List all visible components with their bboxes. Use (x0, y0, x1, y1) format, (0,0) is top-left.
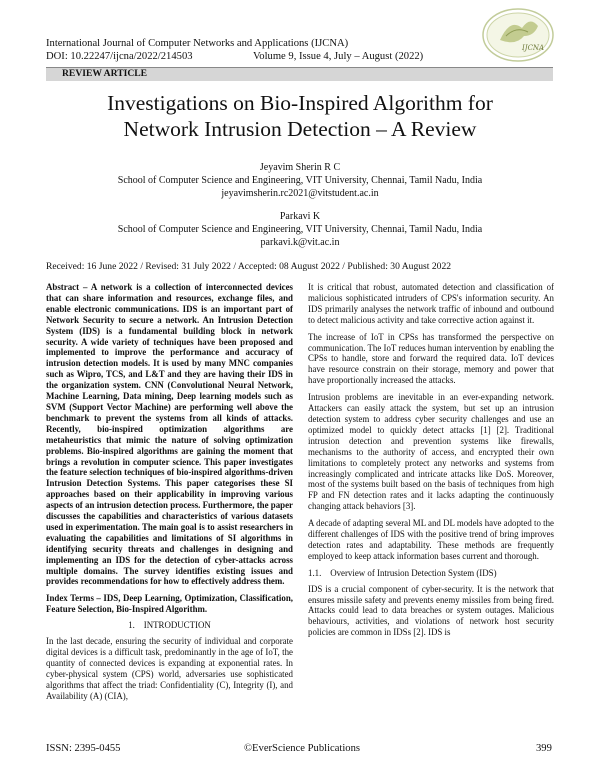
author-email[interactable]: parkavi.k@vit.ac.in (260, 237, 340, 249)
paper-title (40, 90, 560, 142)
title-line-2: Network Intrusion Detection – A Review (123, 117, 477, 141)
journal-name: International Journal of Computer Networks and Applications (IJCNA) (46, 38, 349, 49)
subsection-paragraph: IDS is a crucial component of cyber-security. It is the network that ensures missile safety and prevents enemy missiles from being fired. Attacks could lead to data breaches or system outages. Malicious behaviours, activities, and violations of network host security policies are common in IDSs [2]. IDS is (308, 583, 554, 638)
introduction-heading: 1. INTRODUCTION (128, 620, 211, 631)
author-block-1 (40, 161, 560, 201)
section-label: REVIEW ARTICLE (62, 68, 148, 79)
body-paragraph-2: The increase of IoT in CPSs has transformed the perspective on communication. The IoT reduces human intervention by enabling the CPSs to handle, store and forward the required data. IoT devices have resource constrain on their storage, memory and power that have proportionally increased the attacks. (308, 331, 554, 386)
page-number: 399 (536, 743, 552, 754)
author-email[interactable]: jeyavimsherin.rc2021@vitstudent.ac.in (221, 188, 379, 200)
body-paragraph-4: A decade of adapting several ML and DL models have adopted to the different challenges of IDS with the positive trend of bring improves detection rates and adaptability. These methods are frequently employed to keep attack information bases current and thorough. (308, 518, 554, 561)
footer-publisher: ©EverScience Publications (244, 743, 361, 754)
left-column (46, 282, 293, 702)
introduction-paragraph: In the last decade, ensuring the security of individual and corporate digital devices is a difficult task, predominantly in the age of IoT, the quantity of connected devices is expanding at exponential rates. In cyber-physical system (CPS) world, adversaries use sophisticated algorithms that affect the triad: Confidentiality (C), Integrity (I), and Availability (A) (CIA), (46, 636, 293, 701)
author-name: Parkavi K (279, 211, 321, 222)
title-line-1: Investigations on Bio-Inspired Algorithm for (107, 91, 493, 115)
volume-info: Volume 9, Issue 4, July – August (2022) (253, 51, 424, 62)
body-paragraph-1: It is critical that robust, automated detection and classification of malicious sophisticated intruders of CPS's information security. An IDS primarily analyses the network traffic of inbound and outbound to detect malicious activity and take corrective action against it. (308, 282, 554, 325)
author-affiliation: School of Computer Science and Engineering, VIT University, Chennai, Tamil Nadu, India (117, 175, 483, 187)
abstract: Abstract – A network is a collection of interconnected devices that can share information and resources, exchange files, and enable electronic communications. IDS is an important part of Network Security to secure a network. An Intrusion Detection System (IDS) is a fundamental building block in network security. A wide variety of techniques have been proposed and implemented to improve the performance and accuracy of intrusion detection models. It is used by many MNC companies such as Wipro, TCS, and L&T and they are having their IDS in the organization system. CNN (Convolutional Neural Network, Machine Learning, Data mining, Deep learning models such as SVM (Support Vector Machine) are performing well above the benchmark to prevent the systems from all kinds of attacks. Recently, bio-inspired optimization algorithms are metaheuristics that mimic the nature of solving optimization problems. Bio-inspired algorithms are gaining the moment that brings a revolution in computer science. This paper investigates the feature selection techniques of bio-inspired algorithms-driven Intrusion Detection Systems. This paper categorises these SI approaches based on their applicability in improving various aspects of an intrusion detection process. Furthermore, the paper discusses the capabilities and characteristics of various datasets used in experimentation. The main goal is to assist researchers in evaluating the capabilities and limitations of SI algorithms in identifying security threats and challenges in designing and implementing an IDS for the detection of cyber-attacks across multiple domains. The survey identifies existing issues and provides recommendations for how to effectively address them. (46, 282, 293, 587)
author-block-2 (40, 210, 560, 250)
footer-issn: ISSN: 2395-0455 (46, 743, 121, 754)
doi: DOI: 10.22247/ijcna/2022/214503 (46, 51, 193, 62)
publication-dates: Received: 16 June 2022 / Revised: 31 July 2022 / Accepted: 08 August 2022 / Published: 30 August 2022 (46, 261, 452, 272)
author-affiliation: School of Computer Science and Engineering, VIT University, Chennai, Tamil Nadu, India (117, 224, 483, 236)
subsection-heading: 1.1. Overview of Intrusion Detection System (IDS) (308, 567, 497, 578)
body-paragraph-3: Intrusion problems are inevitable in an ever-expanding network. Attackers can easily attack the system, but set up an intrusion detection system to address cyber security challenges and use an optimized model to quickly detect attacks [1] [2]. Traditional intrusion detection and prevention systems like firewalls, mechanisms to the authority of access, and encrypted their own limitations to completely protect any networks and systems from increasingly complicated and intricate attacks like DoS. Moreover, most of the systems built based on the basis of techniques from high FP and FN detection rates and it lacks adapting the continuously changing attack behaviors [3]. (308, 392, 554, 512)
journal-logo (480, 6, 556, 64)
author-name: Jeyavim Sherin R C (259, 162, 341, 173)
logo-text: IJCNA (522, 44, 545, 52)
right-column (308, 282, 554, 638)
index-terms: Index Terms – IDS, Deep Learning, Optimization, Classification, Feature Selection, Bio-Inspired Algorithm. (46, 593, 293, 615)
